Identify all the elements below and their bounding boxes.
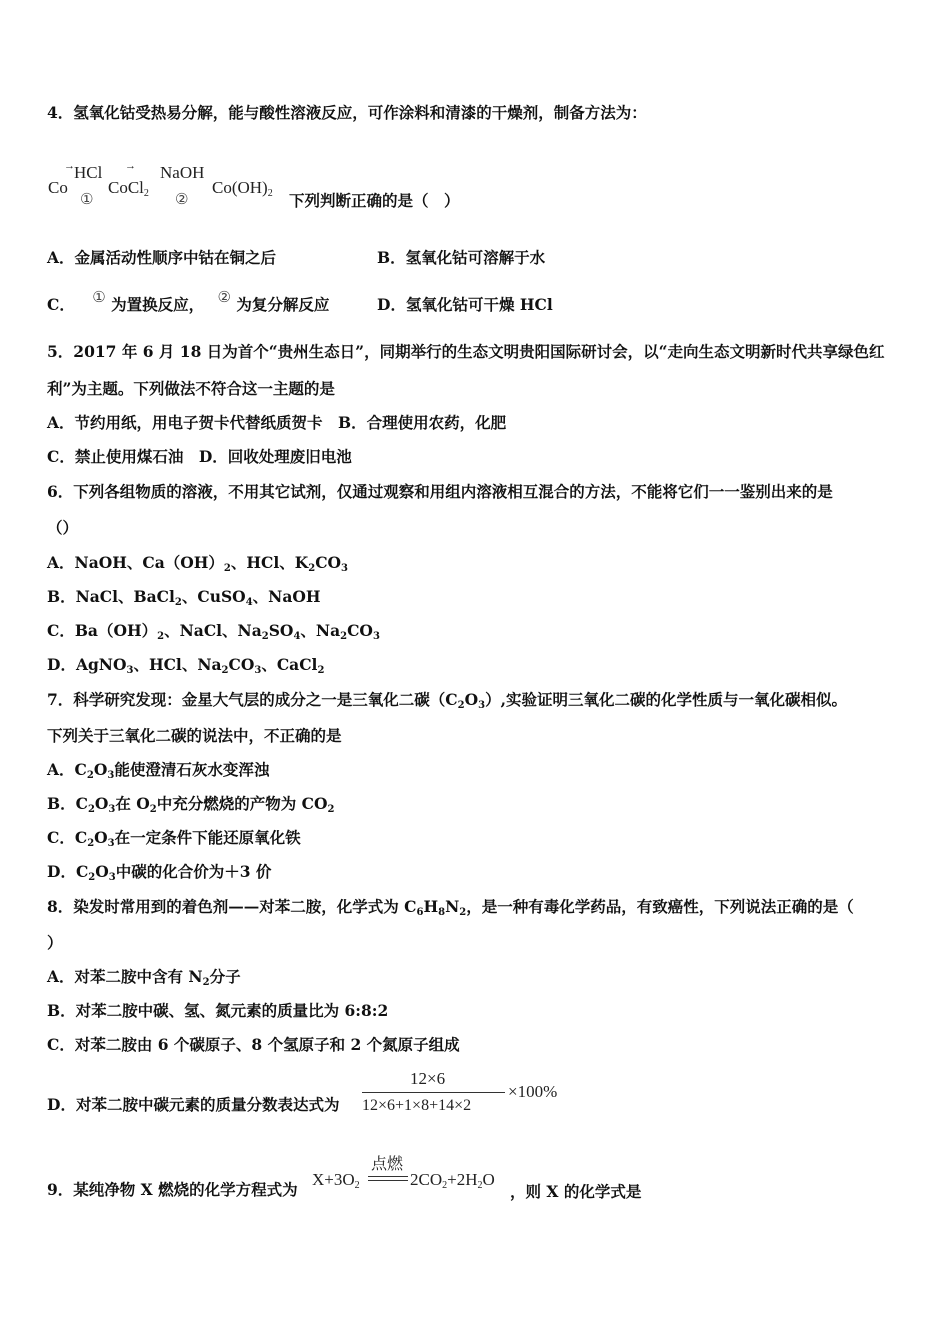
scheme-hcl: HCl	[74, 163, 103, 182]
scheme-cocl2: CoCl$_2$	[108, 178, 149, 199]
fraction-numerator: 12×6	[410, 1069, 446, 1088]
option-c-circle-1: ①	[92, 288, 106, 306]
q7-stem-line2: 下列关于三氧化二碳的说法中，不正确的是	[47, 726, 342, 745]
scheme-naoh: NaOH	[160, 163, 205, 182]
q4-stem: 4．氢氧化钴受热易分解，能与酸性溶液反应，可作涂料和清漆的干燥剂，制备方法为：	[47, 103, 647, 122]
q5-stem-line1: 5．2017 年 6 月 18 日为首个“贵州生态日”，同期举行的生态文明贵阳国际研讨会，以“走向生态文明新时代共享绿色红	[47, 342, 885, 361]
q7-option-c: C．$C_2O_3$在一定条件下能还原氧化铁	[47, 828, 301, 849]
q8-stem-line2: ）	[47, 933, 63, 952]
eq-right: $2CO_2+2H_2O$	[410, 1170, 495, 1191]
q9-stem: 9．某纯净物 X 燃烧的化学方程式为	[47, 1180, 298, 1199]
q9-tail: ，则 X 的化学式是	[510, 1182, 642, 1201]
scheme-cooh2: $Co(OH)_2$	[212, 178, 273, 199]
q4-option-c: C． ① 为置换反应， ② 为复分解反应	[47, 288, 330, 314]
q8-option-a: A．对苯二胺中含有 $N_2$分子	[47, 967, 241, 988]
q4-tail: 下列判断正确的是（ ）	[289, 191, 460, 210]
q8-option-c: C．对苯二胺由 6 个碳原子、8 个氢原子和 2 个氮原子组成	[47, 1035, 460, 1054]
scheme-arrow-1: →	[64, 160, 75, 172]
q7-option-d: D．$C_2O_3$中碳的化合价为＋3 价	[47, 862, 272, 883]
option-c-circle-2: ②	[217, 288, 231, 306]
q5-options-cd: C．禁止使用煤石油 D．回收处理废旧电池	[47, 447, 352, 466]
fraction-percent: ×100%	[508, 1082, 558, 1101]
q6-option-a: A．NaOH、$Ca(OH)_2$、HCl、$K_2CO_3$	[47, 553, 349, 574]
q4-option-b: B．氢氧化钴可溶解于水	[377, 248, 546, 267]
scheme-circle-2: ②	[175, 190, 189, 208]
q4-option-d: D．氢氧化钴可干燥 HCl	[377, 295, 553, 314]
fraction-denominator: 12×6+1×8+14×2	[362, 1097, 472, 1114]
q6-option-b: B．NaCl、BaCl$_2$、CuSO$_4$、NaOH	[47, 587, 321, 608]
eq-double-line	[368, 1176, 408, 1181]
q8-option-b: B．对苯二胺中碳、氢、氮元素的质量比为 6:8:2	[47, 1001, 389, 1020]
q5-stem-line2: 利”为主题。下列做法不符合这一主题的是	[47, 379, 335, 398]
scheme-circle-1: ①	[80, 190, 94, 208]
fraction-bar	[362, 1092, 505, 1093]
q7-option-b: B．$C_2O_3$在 $O_2$中充分燃烧的产物为 $CO_2$	[47, 794, 335, 815]
scheme-arrow-2: →	[125, 160, 136, 172]
q8-stem-line1: 8．染发时常用到的着色剂——对苯二胺，化学式为 $C_6H_8N_2$，是一种有毒化学药品，有致癌性，下列说法正确的是（	[47, 897, 854, 918]
q5-options-ab: A．节约用纸，用电子贺卡代替纸质贺卡 B．合理使用农药，化肥	[47, 413, 507, 432]
q7-stem-line1: 7．科学研究发现：金星大气层的成分之一是三氧化二碳$(C_2O_3)$,实验证明三氧化二碳的化学性质与一氧化碳相似。	[47, 690, 847, 711]
q7-option-a: A．$C_2O_3$能使澄清石灰水变浑浊	[47, 760, 270, 781]
q4-option-a: A．金属活动性顺序中钴在铜之后	[47, 248, 277, 267]
eq-left: $X+3O_2$	[312, 1170, 360, 1191]
q8-option-d: D．对苯二胺中碳元素的质量分数表达式为	[47, 1095, 340, 1114]
q6-stem-line2: （）	[47, 518, 79, 537]
q6-option-c: C．$Ba(OH)_2$、NaCl、$Na_2SO_4$、$Na_2CO_3$	[47, 621, 380, 642]
eq-condition: 点燃	[371, 1156, 404, 1173]
q6-option-d: D．AgNO$_3$、HCl、$Na_2CO_3$、CaCl$_2$	[47, 655, 325, 676]
scheme-co: Co	[48, 178, 68, 197]
q6-stem-line1: 6．下列各组物质的溶液，不用其它试剂，仅通过观察和用组内溶液相互混合的方法，不能将它们一一鉴别出来的是	[47, 482, 833, 501]
